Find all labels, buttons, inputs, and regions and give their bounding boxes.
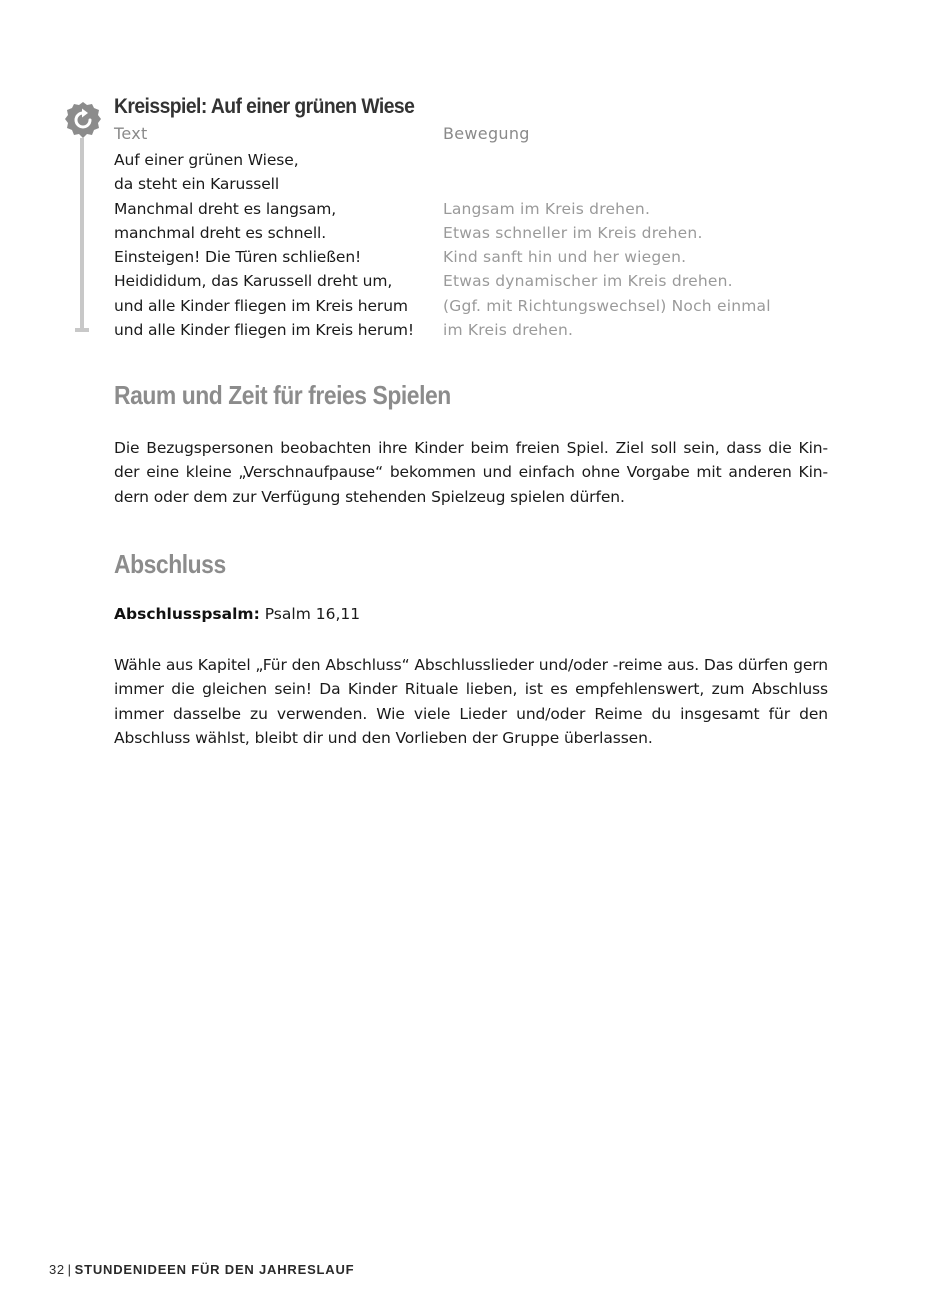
lyric-line: Einsteigen! Die Türen schließen! [114, 248, 362, 267]
movement-line [443, 172, 771, 196]
movement-list [443, 148, 771, 342]
closing-paragraph: Wähle aus Kapitel „Für den Abschluss“ Abschlusslieder und/oder -reime aus. Das dürfen gern immer die gleichen sein! Da Kinder Rituale lieben, ist es empfehlenswert, zum Abschluss immer dasselbe zu verwenden. Wie viele Lieder und/oder Reime du insgesamt für den Abschluss wählst, bleibt dir und den Vorlieben der Gruppe überlassen. [114, 656, 828, 748]
lyric-line: und alle Kinder fliegen im Kreis herum! [114, 321, 415, 340]
lyric-line: und alle Kinder fliegen im Kreis herum [114, 296, 408, 315]
column-header-text: Text [114, 124, 148, 143]
closing-psalm [114, 605, 360, 623]
lyrics-list [114, 148, 414, 342]
movement-line: Etwas schneller im Kreis drehen. [443, 223, 703, 242]
movement-line: Etwas dynamischer im Kreis drehen. [443, 272, 733, 291]
free-play-paragraph: Die Bezugspersonen beobachten ihre Kinder beim freien Spiel. Ziel soll sein, dass die Kin- der eine kleine „Verschnaufpause“ bekommen und einfach ohne Vorgabe mit anderen Kin- dern oder dem zur Verfügung stehenden Spielzeug spielen dürfen. [114, 439, 828, 506]
page-number: 32 [49, 1262, 65, 1277]
psalm-label: Abschlusspsalm: [114, 605, 260, 623]
game-title: Kreisspiel: Auf einer grünen Wiese [114, 95, 415, 118]
movement-line: Langsam im Kreis drehen. [443, 199, 651, 218]
column-header-movement: Bewegung [443, 124, 530, 143]
psalm-value: Psalm 16,11 [264, 605, 361, 623]
lyric-line: manchmal dreht es schnell. [114, 223, 327, 242]
lyric-line: Heidididum, das Karussell dreht um, [114, 272, 393, 291]
movement-line: (Ggf. mit Richtungswechsel) Noch einmal [443, 296, 771, 315]
movement-line [443, 148, 771, 172]
lyric-line: da steht ein Karussell [114, 175, 280, 194]
game-rule-end [75, 328, 89, 332]
section-heading-closing: Abschluss [114, 549, 226, 579]
lyric-line: Auf einer grünen Wiese, [114, 151, 299, 169]
game-rule-line [80, 138, 84, 330]
running-title: STUNDENIDEEN FÜR DEN JAHRESLAUF [74, 1262, 355, 1277]
repeat-arrow-icon [64, 101, 102, 139]
lyric-line: Manchmal dreht es langsam, [114, 199, 337, 218]
section-heading-free-play: Raum und Zeit für freies Spielen [114, 380, 451, 410]
movement-line: Kind sanft hin und her wiegen. [443, 248, 687, 267]
page-footer [49, 1262, 354, 1277]
footer-separator: | [67, 1262, 72, 1277]
movement-line: im Kreis drehen. [443, 321, 574, 340]
